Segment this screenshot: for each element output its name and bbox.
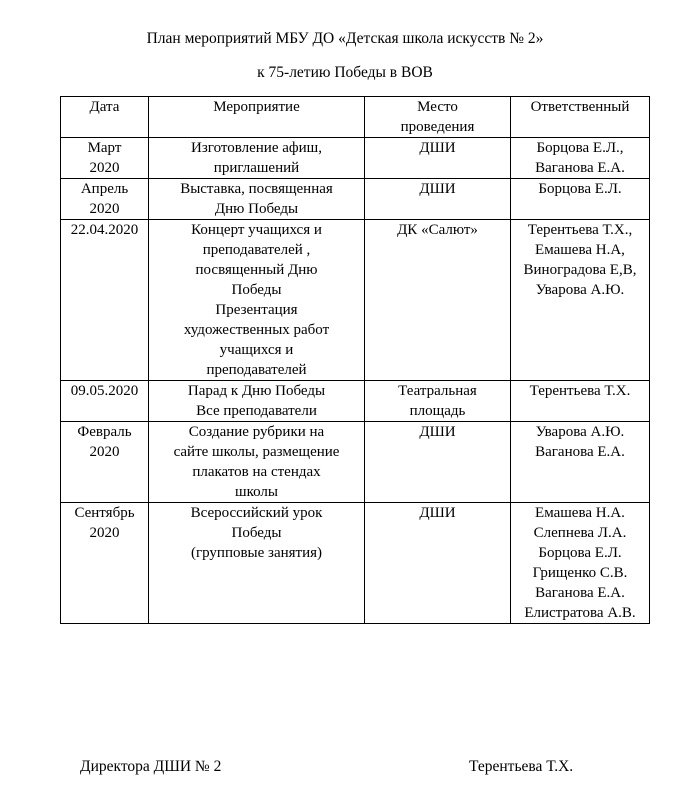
cell-responsible	[511, 503, 650, 624]
cell-line: Победы	[231, 282, 282, 298]
header-place	[365, 97, 511, 138]
cell-line: Уварова А.Ю.	[535, 282, 625, 298]
cell-line: школы	[235, 484, 278, 500]
header-place-line: Место	[417, 99, 458, 115]
cell-line: Емашева Н.А.	[535, 505, 625, 521]
cell-line: ДШИ	[419, 424, 456, 440]
cell-event	[149, 503, 365, 624]
document-subtitle: к 75-летию Победы в ВОВ	[257, 64, 433, 81]
cell-line: Борцова Е.Л.	[538, 545, 622, 561]
header-place-line: проведения	[400, 119, 475, 135]
cell-place	[365, 138, 511, 179]
cell-line: 2020	[89, 525, 120, 541]
header-responsible: Ответственный	[511, 97, 650, 138]
cell-line: приглашений	[213, 160, 300, 176]
cell-event	[149, 179, 365, 220]
cell-line: Февраль	[77, 424, 132, 440]
cell-line: Презентация	[215, 302, 298, 318]
cell-line: 2020	[89, 201, 120, 217]
cell-line: Все преподаватели	[196, 403, 317, 419]
cell-line: Апрель	[80, 181, 129, 197]
cell-line: Грищенко С.В.	[532, 565, 628, 581]
cell-line: Всероссийский урок	[190, 505, 323, 521]
cell-date	[61, 138, 149, 179]
cell-responsible	[511, 179, 650, 220]
cell-date	[61, 220, 149, 381]
table-row	[61, 138, 650, 179]
cell-date	[61, 179, 149, 220]
cell-line: Сентябрь	[74, 505, 135, 521]
cell-place	[365, 503, 511, 624]
cell-line: (групповые занятия)	[190, 545, 323, 561]
cell-date	[61, 381, 149, 422]
cell-line: 09.05.2020	[70, 383, 139, 399]
cell-line: Изготовление афиш,	[191, 140, 322, 156]
cell-event	[149, 381, 365, 422]
table-row	[61, 220, 650, 381]
cell-line: Уварова А.Ю.	[535, 424, 625, 440]
cell-line: Ваганова Е.А.	[535, 160, 625, 176]
cell-event	[149, 220, 365, 381]
cell-line: Выставка, посвященная	[180, 181, 333, 197]
cell-line: 22.04.2020	[70, 222, 139, 238]
table-header-row	[61, 97, 650, 138]
table-row	[61, 179, 650, 220]
cell-line: учащихся и	[219, 342, 294, 358]
cell-line: ДШИ	[419, 140, 456, 156]
cell-line: сайте школы, размещение	[173, 444, 340, 460]
cell-line: Ваганова Е.А.	[535, 585, 625, 601]
cell-line: Слепнева Л.А.	[533, 525, 627, 541]
cell-date	[61, 422, 149, 503]
cell-place	[365, 179, 511, 220]
header-event: Мероприятие	[149, 97, 365, 138]
document-title: План мероприятий МБУ ДО «Детская школа искусств № 2»	[146, 30, 544, 47]
cell-responsible	[511, 220, 650, 381]
table-row	[61, 503, 650, 624]
table-row	[61, 381, 650, 422]
cell-place	[365, 220, 511, 381]
cell-line: преподавателей	[206, 362, 307, 378]
cell-line: посвященный Дню	[195, 262, 318, 278]
cell-place	[365, 422, 511, 503]
cell-line: 2020	[89, 444, 120, 460]
cell-line: ДШИ	[419, 505, 456, 521]
cell-line: Борцова Е.Л.	[538, 181, 622, 197]
cell-line: Борцова Е.Л.,	[536, 140, 624, 156]
cell-line: Март	[87, 140, 122, 156]
cell-line: ДШИ	[419, 181, 456, 197]
footer-signatory: Терентьева Т.Х.	[469, 758, 574, 775]
cell-line: Емашева Н.А,	[535, 242, 625, 258]
cell-responsible	[511, 138, 650, 179]
cell-event	[149, 422, 365, 503]
cell-responsible	[511, 381, 650, 422]
cell-line: Победы	[231, 525, 282, 541]
cell-place	[365, 381, 511, 422]
cell-line: Виноградова Е,В,	[523, 262, 637, 278]
footer-position: Директора ДШИ № 2	[80, 758, 222, 775]
events-table	[60, 96, 650, 624]
cell-line: Создание рубрики на	[188, 424, 325, 440]
cell-responsible	[511, 422, 650, 503]
cell-line: Парад к Дню Победы	[187, 383, 326, 399]
cell-event	[149, 138, 365, 179]
cell-line: ДК «Салют»	[397, 222, 478, 238]
cell-line: преподавателей ,	[202, 242, 311, 258]
cell-line: Терентьева Т.Х.,	[527, 222, 633, 238]
cell-line: площадь	[409, 403, 466, 419]
cell-date	[61, 503, 149, 624]
cell-line: Елистратова А.В.	[524, 605, 636, 621]
cell-line: Театральная	[398, 383, 477, 399]
cell-line: Концерт учащихся и	[191, 222, 322, 238]
table-row	[61, 422, 650, 503]
cell-line: 2020	[89, 160, 120, 176]
cell-line: Дню Победы	[214, 201, 299, 217]
cell-line: художественных работ	[183, 322, 330, 338]
cell-line: Ваганова Е.А.	[535, 444, 625, 460]
cell-line: плакатов на стендах	[192, 464, 321, 480]
header-date: Дата	[61, 97, 149, 138]
cell-line: Терентьева Т.Х.	[529, 383, 631, 399]
